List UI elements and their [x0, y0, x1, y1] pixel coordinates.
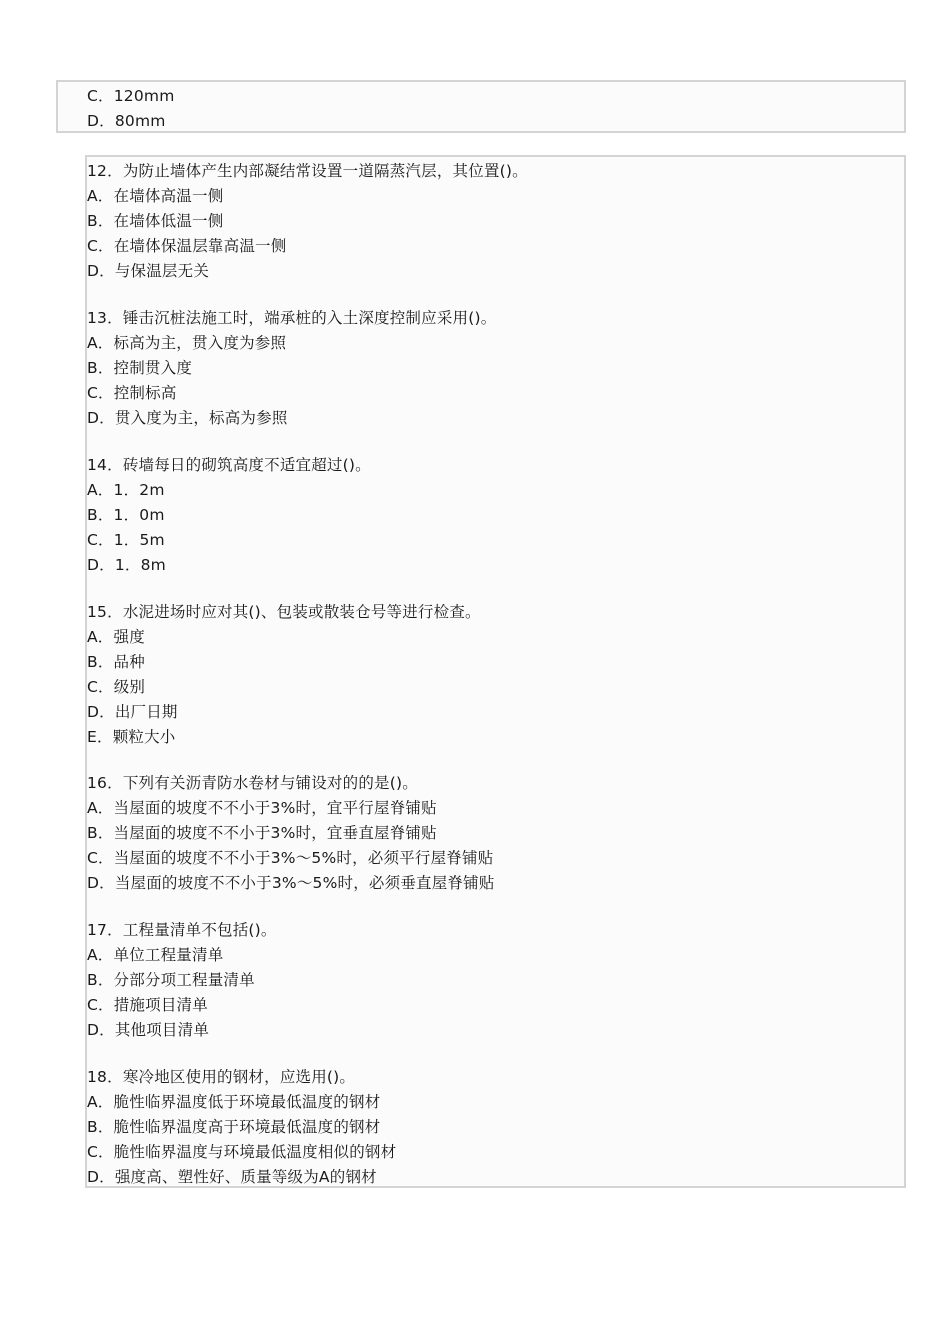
option-c: C．措施项目清单	[87, 996, 208, 1014]
option-c: C．当屋面的坡度不不小于3%～5%时，必须平行屋脊铺贴	[87, 849, 494, 867]
option-b: B．在墙体低温一侧	[87, 212, 224, 230]
option-a: A．标高为主，贯入度为参照	[87, 334, 287, 352]
option-d: D．贯入度为主，标高为参照	[87, 409, 288, 427]
option-b: B．品种	[87, 653, 145, 671]
question-stem: 17．工程量清单不包括()。	[87, 921, 277, 939]
question-stem: 13．锤击沉桩法施工时，端承桩的入土深度控制应采用()。	[87, 309, 497, 327]
option-a: A．强度	[87, 628, 145, 646]
option-b: B．1．0m	[87, 506, 165, 524]
option-c: C．脆性临界温度与环境最低温度相似的钢材	[87, 1143, 397, 1161]
question-stem: 12．为防止墙体产生内部凝结常设置一道隔蒸汽层，其位置()。	[87, 162, 528, 180]
option-d: D．1．8m	[87, 556, 166, 574]
option-a: A．脆性临界温度低于环境最低温度的钢材	[87, 1093, 381, 1111]
option-b: B．当屋面的坡度不不小于3%时，宜垂直屋脊铺贴	[87, 824, 437, 842]
option-c: C．级别	[87, 678, 146, 696]
option-b: B．控制贯入度	[87, 359, 193, 377]
option-a: A．1．2m	[87, 481, 165, 499]
option-d: D．强度高、塑性好、质量等级为A的钢材	[87, 1168, 377, 1186]
option-b: B．分部分项工程量清单	[87, 971, 255, 989]
option-d: D．出厂日期	[87, 703, 178, 721]
question-stem: 15．水泥进场时应对其()、包装或散装仓号等进行检查。	[87, 603, 481, 621]
option-d: D．80mm	[87, 112, 166, 130]
question-stem: 18．寒冷地区使用的钢材，应选用()。	[87, 1068, 356, 1086]
option-c: C．120mm	[87, 87, 175, 105]
question-stem: 14．砖墙每日的砌筑高度不适宜超过()。	[87, 456, 371, 474]
question-stem: 16．下列有关沥青防水卷材与铺设对的的是()。	[87, 774, 418, 792]
option-a: A．单位工程量清单	[87, 946, 224, 964]
option-b: B．脆性临界温度高于环境最低温度的钢材	[87, 1118, 381, 1136]
option-d: D．其他项目清单	[87, 1021, 210, 1039]
option-c: C．控制标高	[87, 384, 177, 402]
option-d: D．与保温层无关	[87, 262, 210, 280]
previous-question-box	[56, 80, 906, 133]
option-d: D．当屋面的坡度不不小于3%～5%时，必须垂直屋脊铺贴	[87, 874, 495, 892]
option-c: C．1．5m	[87, 531, 165, 549]
option-a: A．当屋面的坡度不不小于3%时，宜平行屋脊铺贴	[87, 799, 437, 817]
option-c: C．在墙体保温层靠高温一侧	[87, 237, 287, 255]
option-a: A．在墙体高温一侧	[87, 187, 224, 205]
option-e: E．颗粒大小	[87, 728, 176, 746]
